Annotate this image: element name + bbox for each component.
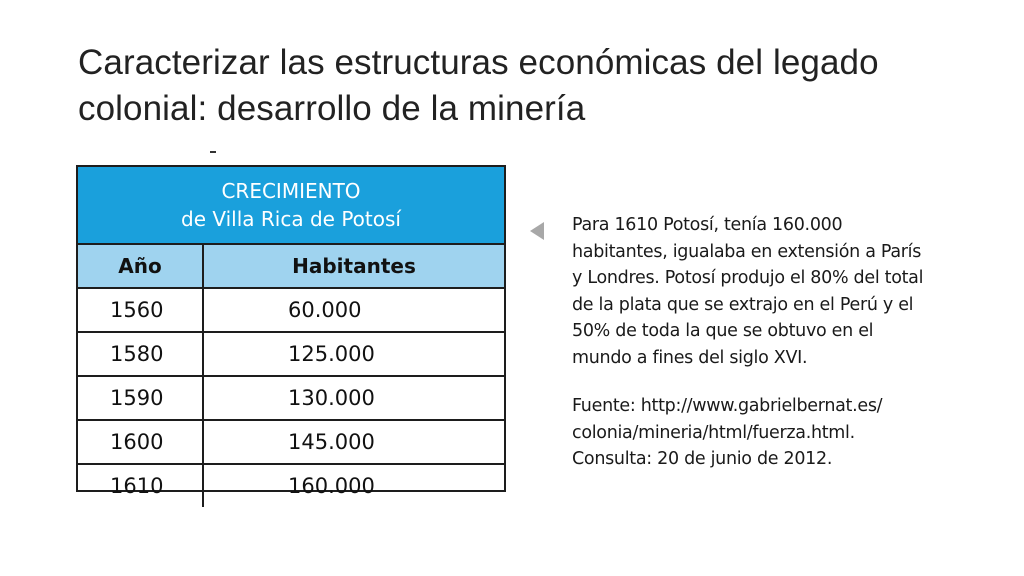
population-cell: 125.000 [203, 332, 504, 376]
year-cell: 1600 [78, 420, 203, 464]
note-text [572, 212, 928, 473]
year-cell: 1560 [78, 288, 203, 332]
source-line3: Consulta: 20 de junio de 2012. [572, 449, 833, 469]
growth-table [78, 167, 504, 507]
column-header-year: Año [78, 244, 203, 288]
table-row [78, 376, 504, 420]
table-caption-line1: CRECIMIENTO [221, 179, 361, 203]
source-line2: colonia/mineria/html/fuerza.html. [572, 422, 855, 443]
column-header-population: Habitantes [203, 244, 504, 288]
decorative-dash [210, 151, 216, 153]
year-cell: 1580 [78, 332, 203, 376]
note-paragraph: Para 1610 Potosí, tenía 160.000 habitantes, igualaba en extensión a París y Londres. Potosí produjo el 80% del total de la plata que se extrajo en el Perú y el 50% de toda la que se obtuvo en el mundo a fines del siglo XVI. [572, 215, 924, 368]
left-triangle-icon [530, 222, 544, 240]
table-caption [78, 167, 504, 244]
note-source [572, 393, 928, 473]
source-line1: Fuente: http://www.gabrielbernat.es/ [572, 396, 883, 416]
table-row [78, 332, 504, 376]
year-cell: 1590 [78, 376, 203, 420]
population-cell: 160.000 [288, 474, 375, 498]
slide-title: Caracterizar las estructuras económicas del legado colonial: desarrollo de la minería [78, 43, 879, 128]
population-cell: 130.000 [203, 376, 504, 420]
year-cell: 1610 [78, 464, 203, 507]
population-cell: 145.000 [203, 420, 504, 464]
population-cell: 60.000 [203, 288, 504, 332]
table-row [78, 288, 504, 332]
table-row [78, 420, 504, 464]
table-caption-line2: de Villa Rica de Potosí [181, 207, 401, 231]
table-row [78, 464, 504, 507]
growth-table-container [76, 165, 506, 498]
